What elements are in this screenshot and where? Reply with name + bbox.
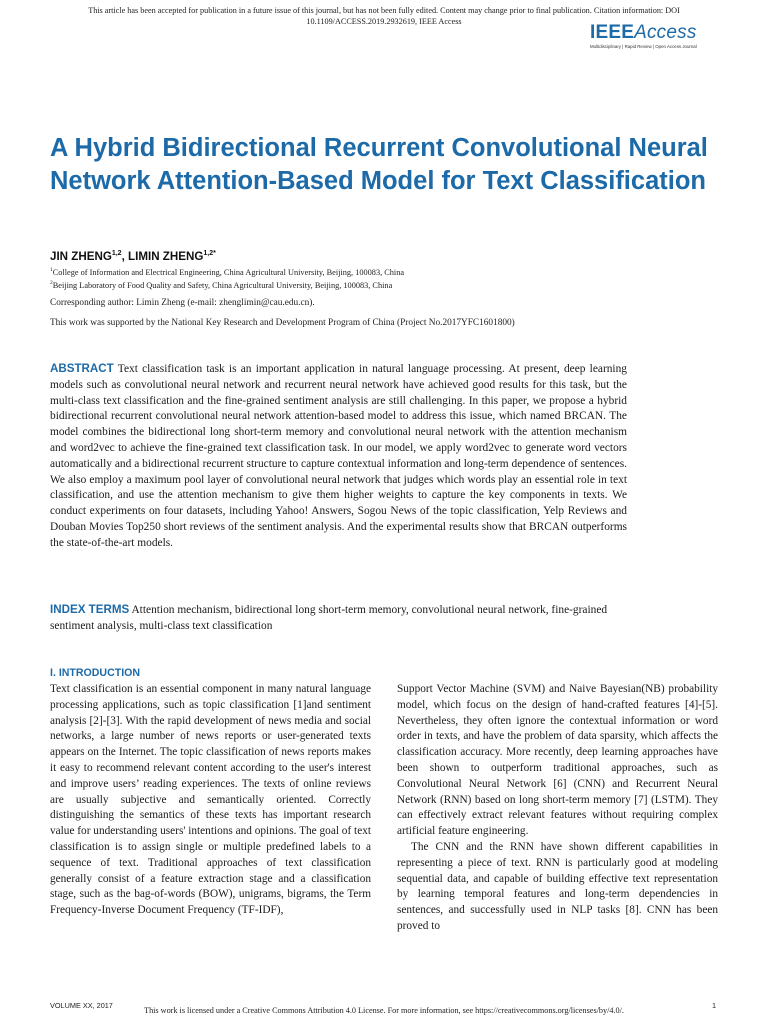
license-notice: This work is licensed under a Creative Commons Attribution 4.0 License. For more information, see https://creativecommons.org/licenses/by/4.0/.	[144, 1006, 624, 1015]
author-separator: ,	[121, 250, 129, 263]
paper-title: A Hybrid Bidirectional Recurrent Convolutional Neural Network Attention-Based Model for Text Classification	[50, 134, 708, 195]
author-affiliation-mark: 1,2	[111, 250, 122, 258]
affiliation: $^1$College of Information and Electrical Engineering, China Agricultural University, Beijing, 100083, China	[50, 267, 405, 277]
section-heading: I. INTRODUCTION	[50, 667, 141, 679]
funding-note: This work was supported by the National Key Research and Development Program of China (Project No.2017YFC1601800)	[50, 318, 515, 328]
affiliation: $^2$Beijing Laboratory of Food Quality and Safety, China Agricultural University, Beijing, 100083, China	[50, 280, 393, 290]
intro-right-paragraph-2: The CNN and the RNN have shown different capabilities in representing a piece of text. RNN is particularly good at modeling sequential data, and capable of building effective text representation by learning temporal features and long-term dependencies in sentences, and successfully used in NLP tasks [8]. CNN has been proved to	[397, 840, 718, 932]
footer-volume: VOLUME XX, 2017	[50, 1001, 113, 1010]
journal-tagline: Multidisciplinary | Rapid Review | Open Access Journal	[590, 44, 697, 49]
author-affiliation-mark: 1,2*	[203, 250, 216, 258]
index-terms-text: Attention mechanism, bidirectional long short-term memory, convolutional neural network, fine-grained sentiment analysis, multi-class text classification	[50, 604, 608, 632]
intro-right-paragraph-1: Support Vector Machine (SVM) and Naive Bayesian(NB) probability model, which focus on the design of hand-crafted features [4]-[5]. Nevertheless, they often ignore the contextual information or word order in texts, and have the problem of data sparsity, which affects the classification accuracy. More recently, deep learning approaches have been shown to outperform traditional approaches, such as Convolutional Neural Network [6] (CNN) and Recurrent Neural Network (RNN) based on long short-term memory [7] (LSTM). They can effectively extract relevant features without requiring complex artificial feature engineering.	[397, 683, 718, 838]
top-notice-line-2: 10.1109/ACCESS.2019.2932619, IEEE Access	[306, 17, 462, 26]
intro-left-column: Text classification is an essential component in many natural language processing applications, such as topic classification [1]and sentiment analysis [2]-[3]. With the rapid development of news media and social networks, a large number of news reports or user-generated texts appears on the Internet. The topic classification of news reports makes it easy to recommend relevant content according to the user's interest and improve users’ reading experiences. The texts of online reviews are usually subjective and semantically oriented. Correctly distinguishing the semantics of these texts has important research value for understanding users' intentions and opinions. The goal of text classification is to assign single or multiple predefined labels to a sequence of text. Traditional approaches of text classification generally consist of a feature extraction stage and a classification stage, such as the bag-of-words (BOW), unigrams, bigrams, the Term Frequency-Inverse Document Frequency (TF-IDF),	[50, 683, 371, 917]
index-terms-label: INDEX TERMS	[50, 603, 130, 616]
journal-logo-wordmark: IEEEAccess	[590, 22, 697, 43]
top-notice-line-1: This article has been accepted for publication in a future issue of this journal, but has not been fully edited. Content may change prior to final publication. Citation information: DOI	[88, 6, 680, 15]
journal-logo	[590, 23, 740, 49]
author-name: JIN ZHENG	[50, 250, 112, 263]
footer-page-number: 1	[712, 1001, 717, 1010]
corresponding-author-note: Corresponding author: Limin Zheng (e-mail: zhenglimin@cau.edu.cn).	[50, 298, 315, 308]
author-list	[50, 250, 216, 263]
intro-right-column	[397, 682, 718, 935]
abstract-text: Text classification task is an important application in natural language processing. At present, deep learning models such as convolutional neural network and recurrent neural network have achieved good results for this task, but the multi-class text classification and the fine-grained sentiment analysis are still challenging. In this paper, we propose a hybrid bidirectional recurrent convolutional neural network attention-based model to address this issue, which named BRCAN. The model combines the bidirectional long short-term memory and convolutional neural network with the attention mechanism and word2vec to achieve the fine-grained text classification task. In our model, we apply word2vec to generate word vectors automatically and a bidirectional recurrent structure to capture contextual information and long-term dependence of sentences. We also employ a maximum pool layer of convolutional neural network that judges which words play an essential role in text classification, and use the attention mechanism to give them higher weights to capture the key components in texts. We conduct experiments on four datasets, including Yahoo! Answers, Sogou News of the topic classification, Yelp Reviews and Douban Movies Top250 short reviews of the sentiment analysis. And the experimental results show that BRCAN outperforms the state-of-the-art models.	[50, 363, 627, 549]
index-terms	[50, 602, 627, 635]
author-name: LIMIN ZHENG	[128, 250, 204, 263]
abstract-label: ABSTRACT	[50, 362, 114, 375]
abstract	[50, 361, 627, 552]
